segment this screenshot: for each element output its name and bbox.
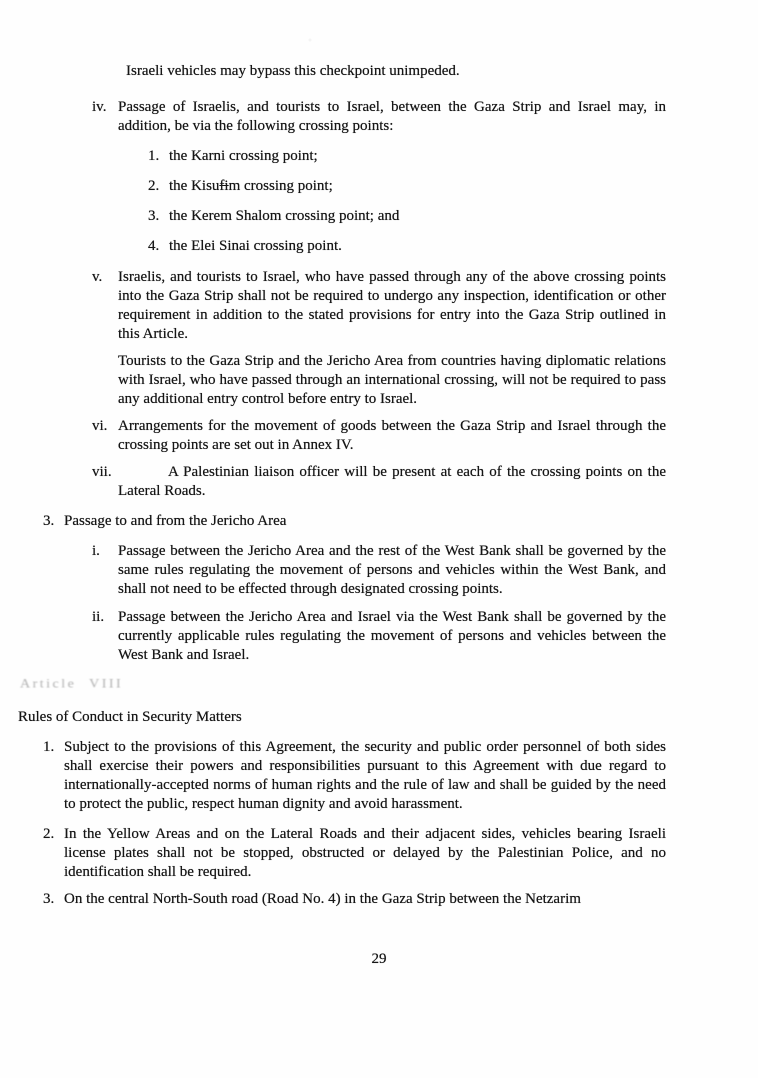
rule-text-1: Subject to the provisions of this Agreement, the security and public order personnel of both sides shall exercise their powers and responsibilities pursuant to this Agreement with due regard to internationally-accepted norms of human rights and the rule of law and shall be guided by the need to protect the public, respect human dignity and avoid harassment. [64,739,666,812]
rule-item-1 [43,738,666,814]
crossing-text-1 [169,147,666,166]
crossing-text-4-pre: the Elei Sinai crossing point. [169,238,342,254]
list-item-iv [92,98,666,136]
rule-item-3 [43,890,666,909]
crossing-text-3-pre: the Kerem Shalom crossing point; and [169,208,400,224]
crossing-text-2 [169,177,666,196]
crossing-marker-4: 4. [148,238,160,254]
crossing-marker-3: 3. [148,208,160,224]
rule-marker-2: 2. [43,826,55,842]
crossing-text-2-struck: fi [219,178,229,194]
list-item-v-text: Israelis, and tourists to Israel, who have passed through any of the above crossing points into the Gaza Strip shall not be required to undergo any inspection, identification or other requirement in addition to the stated provisions for entry into the Gaza Strip outlined in this Article. [118,269,666,342]
list-marker-ii: ii. [92,609,105,625]
list-item-ii-text: Passage between the Jericho Area and Israel via the West Bank shall be governed by the currently applicable rules regulating the movement of persons and vehicles between the West Bank and Israel. [118,609,666,663]
section-3-title: Passage to and from the Jericho Area [64,513,287,529]
rule-text-2: In the Yellow Areas and on the Lateral Roads and their adjacent sides, vehicles bearing Israeli license plates shall not be stopped, obstructed or delayed by the Palestinian Police, and no identification shall be required. [64,826,666,880]
crossing-item-3 [148,207,666,226]
section-3-marker: 3. [43,513,55,529]
intro-line: Israeli vehicles may bypass this checkpoint unimpeded. [126,63,460,79]
crossing-text-2-post: m crossing point; [228,178,333,194]
list-marker-vii: vii. [92,464,112,480]
list-item-vii [92,463,666,501]
faded-article-heading: Article VIII [20,677,124,692]
page-number: 29 [371,951,387,967]
list-item-vi-text: Arrangements for the movement of goods between the Gaza Strip and Israel through the crossing points are set out in Annex IV. [118,418,666,453]
list-item-iv-text: Passage of Israelis, and tourists to Israel, between the Gaza Strip and Israel may, in addition, be via the following crossing points: [118,99,666,134]
list-item-ii [92,608,666,665]
list-item-i-text: Passage between the Jericho Area and the rest of the West Bank shall be governed by the same rules regulating the movement of persons and vehicles within the West Bank, and shall not need to be effected through designated crossing points. [118,543,666,597]
list-marker-vi: vi. [92,418,108,434]
section-3-heading [43,512,666,531]
crossing-text-4 [169,237,666,256]
rule-marker-1: 1. [43,739,55,755]
crossing-item-4 [148,237,666,256]
crossing-text-3 [169,207,666,226]
list-item-v [92,268,666,344]
list-item-vii-text: A Palestinian liaison officer will be present at each of the crossing points on the Lateral Roads. [118,464,666,499]
crossing-text-1-pre: the Karni crossing point; [169,148,318,164]
list-item-i [92,542,666,599]
list-item-v-continuation: Tourists to the Gaza Strip and the Jericho Area from countries having diplomatic relations with Israel, who have passed through an international crossing, will not be required to pass any additional entry control before entry to Israel. [118,353,666,407]
crossing-item-2 [148,177,666,196]
rule-text-3: On the central North-South road (Road No. 4) in the Gaza Strip between the Netzarim [64,891,581,907]
crossing-text-2-pre: the Kisu [169,178,220,194]
crossing-marker-2: 2. [148,178,160,194]
list-marker-iv: iv. [92,99,107,115]
list-item-vi [92,417,666,455]
list-marker-i: i. [92,543,100,559]
rule-marker-3: 3. [43,891,55,907]
rules-of-conduct-heading: Rules of Conduct in Security Matters [18,709,242,725]
crossing-marker-1: 1. [148,148,160,164]
rule-item-2 [43,825,666,882]
list-marker-v: v. [92,269,103,285]
crossing-item-1 [148,147,666,166]
